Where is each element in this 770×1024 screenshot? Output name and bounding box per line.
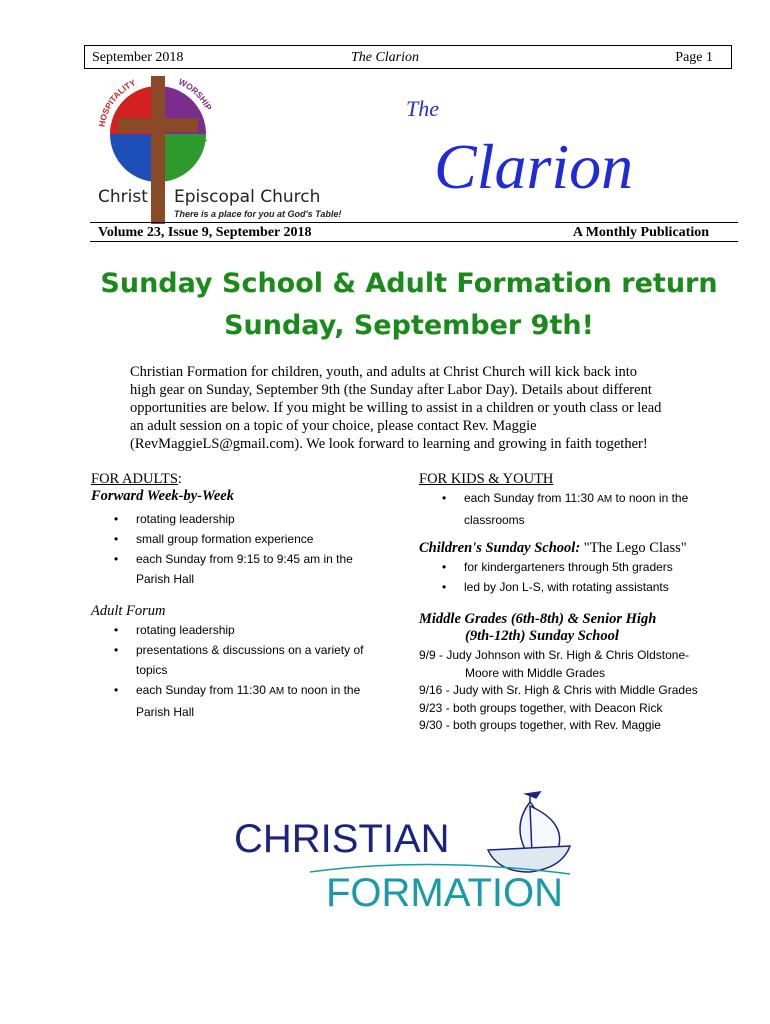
headline-line-2: Sunday, September 9th! [224,310,594,341]
church-name-left: Christ [98,187,148,207]
list-item-text: Parish Hall [136,572,195,586]
header-page: Page 1 [675,50,713,65]
kids-section [419,471,729,735]
list-item-text: to noon in the [612,491,689,505]
list-item-text: each Sunday from 11:30 [136,683,270,697]
schedule-line: 9/16 - Judy with Sr. High & Chris with Middle Grades [419,683,698,697]
list-item-text: for kindergarteners through 5th graders [464,560,673,574]
adults-heading-text: FOR ADULTS [91,471,178,487]
adults-heading-colon: : [177,471,182,487]
forward-week-list [91,509,401,589]
list-item: • each Sunday from 11:30 AM to noon in the [114,683,361,697]
schedule-line: 9/23 - both groups together, with Deacon Rick [419,700,663,715]
sunday-school-list [419,557,729,597]
cross-horizontal [118,118,198,132]
am-text: AM [269,686,285,697]
christian-formation-logo [230,788,590,918]
education-word: EDUCATION [168,136,210,173]
schedule-line: 9/30 - both groups together, with Rev. Maggie [419,718,661,732]
formation-word: FORMATION [326,871,564,915]
list-item: • for kindergarteners through 5th graders [442,560,673,574]
adult-forum-list [91,620,401,722]
header-publication: The Clarion [350,50,420,65]
kids-heading: FOR KIDS & YOUTH [419,471,554,487]
sailboat-icon [488,792,570,872]
masthead-the: The [406,96,439,121]
intro-line: (RevMaggieLS@gmail.com). We look forward to learning and growing in faith together! [130,436,648,452]
publication-frequency: A Monthly Publication [572,225,709,240]
list-item: • each Sunday from 9:15 to 9:45 am in the [114,552,353,566]
church-logo-graphic [96,72,346,224]
christian-word: CHRISTIAN [234,817,450,861]
list-item: • rotating leadership [114,623,235,637]
worship-word: WORSHIP [177,76,214,112]
list-item: • small group formation experience [114,532,314,546]
list-item-text: small group formation experience [136,532,314,546]
church-name-right: Episcopal Church [174,187,321,207]
middle-grades-title: Middle Grades (6th-8th) & Senior High [419,611,657,627]
schedule-line: 9/9 - Judy Johnson with Sr. High & Chris Oldstone- [419,648,690,662]
list-item-text: rotating leadership [136,512,235,526]
intro-line: opportunities are below. If you might be willing to assist in a children or youth class or lead [130,400,662,416]
list-item: • presentations & discussions on a variety of [114,643,364,657]
masthead-title: Clarion [434,131,634,202]
list-item-text: Parish Hall [136,705,195,719]
volume-issue: Volume 23, Issue 9, September 2018 [98,225,312,240]
adult-forum-title: Adult Forum [91,603,166,619]
adults-heading [91,471,401,488]
list-item-text: each Sunday from 11:30 [464,491,598,505]
list-item-text: topics [136,663,168,677]
hospitality-word: HOSPITALITY [96,77,138,128]
list-item: • each Sunday from 11:30 AM to noon in the [442,491,689,505]
intro-line: an adult session on a topic of your choice, please contact Rev. Maggie [130,418,537,434]
list-item-text: led by Jon L-S, with rotating assistants [464,580,669,594]
list-item-text: presentations & discussions on a variety of [136,643,364,657]
list-item-text: classrooms [464,513,525,527]
list-item-text: each Sunday from 9:15 to 9:45 am in the [136,552,353,566]
list-item-text: rotating leadership [136,623,235,637]
sunday-school-title: Children's Sunday School: [419,540,581,556]
outreach-word: OUTREACH [108,134,148,172]
sunday-school-class: "The Lego Class" [580,540,687,556]
list-item-continuation [136,660,401,680]
intro-line: high gear on Sunday, September 9th (the Sunday after Labor Day). Details about different [130,382,652,398]
middle-grades-title-cont: (9th-12th) Sunday School [465,628,619,644]
am-text: AM [597,494,613,505]
cross-vertical [151,76,165,224]
adults-section [91,471,401,722]
list-item-continuation [136,702,401,722]
list-item-text: to noon in the [284,683,361,697]
list-item-continuation [464,510,729,530]
list-item: • rotating leadership [114,512,235,526]
kids-first-list [419,488,729,530]
headline-line-1: Sunday School & Adult Formation return [100,268,718,299]
christian-formation-graphic [230,788,590,918]
church-tagline: There is a place for you at God's Table! [174,209,342,219]
church-logo [96,72,346,224]
intro-line: Christian Formation for children, youth, and adults at Christ Church will kick back into [130,364,638,380]
schedule-line: Moore with Middle Grades [465,665,606,680]
list-item: • led by Jon L-S, with rotating assistants [442,580,669,594]
list-item-continuation [136,569,401,589]
sunday-school-heading [419,540,729,557]
intro-paragraph [130,363,690,453]
header-date: September 2018 [92,50,184,65]
forward-week-title: Forward Week-by-Week [91,488,234,504]
schedule-list [419,647,729,735]
